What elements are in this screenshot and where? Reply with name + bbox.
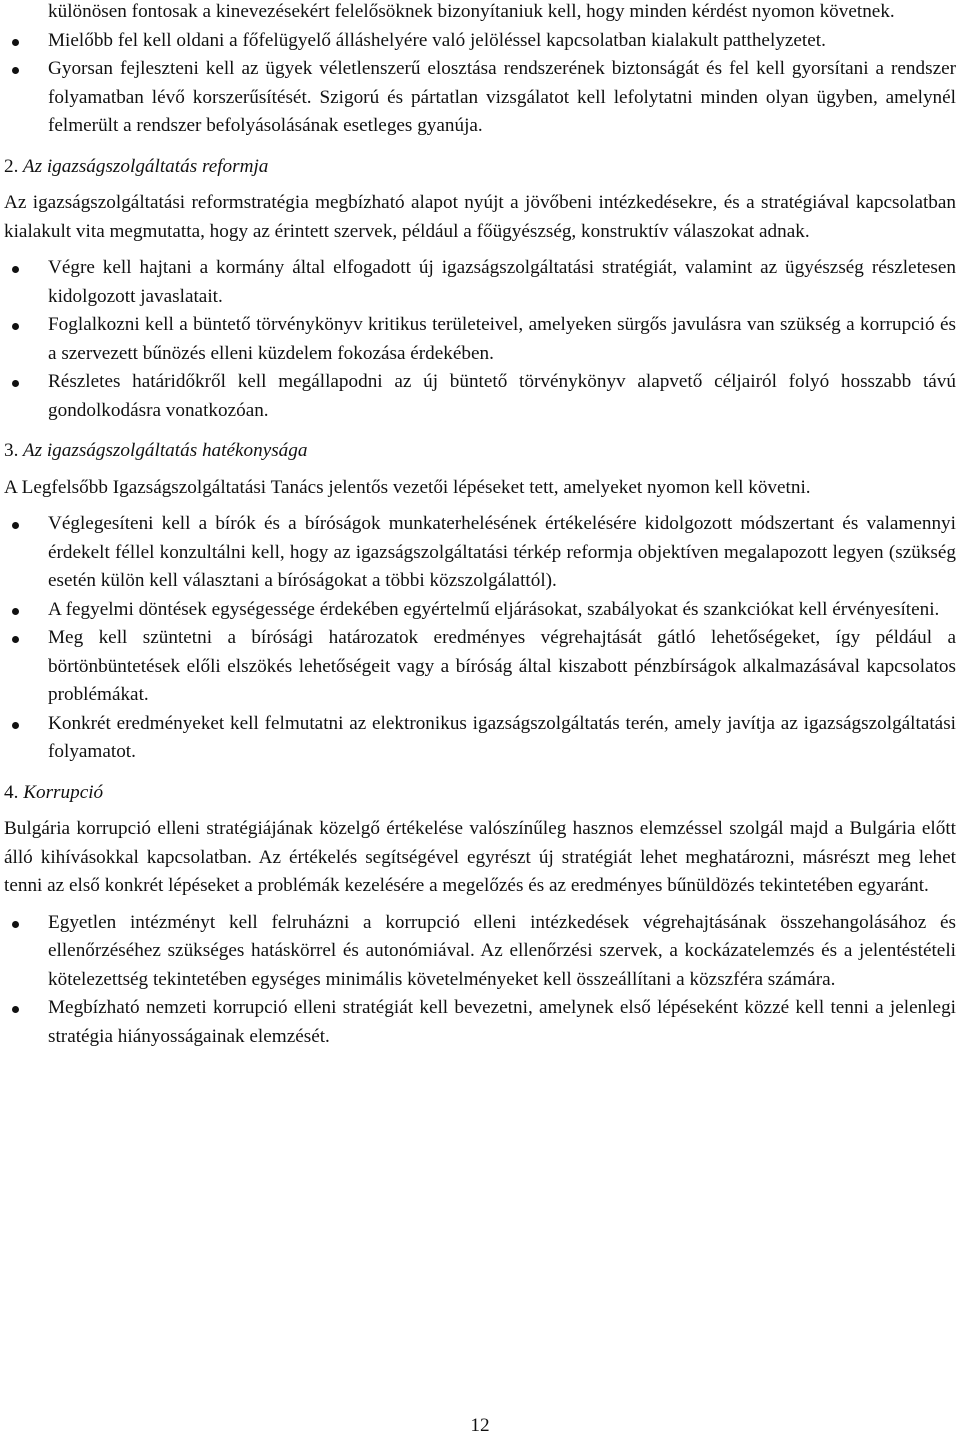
section-3-intro: A Legfelsőbb Igazságszolgáltatási Tanács jelentős vezetői lépéseket tett, amelyeket nyomon kell követni.	[4, 476, 811, 498]
list-item-text: különösen fontosak a kinevezésekért felelősöknek bizonyítaniuk kell, hogy minden kérdést nyomon követnek.	[48, 1, 895, 22]
bullet-icon	[12, 323, 19, 330]
bullet-icon	[12, 266, 19, 273]
bullet-icon	[12, 722, 19, 729]
list-item-continuation	[4, 0, 956, 27]
bullet-icon	[12, 39, 19, 46]
section-number: 2.	[4, 155, 19, 177]
section-2-bullet-list	[4, 254, 956, 425]
section-heading-4	[4, 779, 956, 808]
list-item-text: Részletes határidőkről kell megállapodni az új büntető törvénykönyv alapvető céljairól folyó hosszabb távú gondolkodásra vonatkozóan.	[48, 371, 956, 421]
page-number: 12	[470, 1415, 490, 1436]
list-item-text: A fegyelmi döntések egységessége érdekében egyértelmű eljárásokat, szabályokat és szankciókat kell érvényesíteni.	[48, 598, 940, 620]
list-item	[4, 596, 956, 625]
document-page	[4, 0, 956, 1051]
section-title: Az igazságszolgáltatás hatékonysága	[22, 440, 308, 461]
list-item	[4, 909, 956, 995]
list-item	[4, 624, 956, 710]
list-item-text: Végre kell hajtani a kormány által elfogadott új igazságszolgáltatási stratégiát, valamint az ügyészség részletesen kidolgozott javaslatait.	[48, 257, 956, 307]
list-item-text: Foglalkozni kell a büntető törvénykönyv kritikus területeivel, amelyeken sürgős javulásra van szükség a korrupció és a szervezett bűnözés elleni küzdelem fokozása érdekében.	[48, 314, 956, 364]
bullet-icon	[12, 921, 19, 928]
list-item	[4, 368, 956, 425]
list-item-text: Megbízható nemzeti korrupció elleni stratégiát kell bevezetni, amelynek első lépéseként közzé kell tenni a jelenlegi stratégia hiányosságainak elemzését.	[48, 997, 956, 1047]
list-item-text: Véglegesíteni kell a bírók és a bíróságok munkaterhelésének értékelésére kidolgozott módszertant és valamennyi érdekelt féllel konzultálni kell, hogy az igazságszolgáltatási térkép reformja objektíven megalapozott legyen (szükség esetén külön kell választani a bíróságokat a többi közszolgálattól).	[48, 513, 956, 591]
top-bullet-list	[4, 0, 956, 141]
section-number: 4.	[4, 781, 19, 803]
bullet-icon	[12, 522, 19, 529]
section-4-bullet-list	[4, 909, 956, 1052]
bullet-icon	[12, 608, 19, 615]
section-heading-2	[4, 153, 956, 182]
list-item	[4, 254, 956, 311]
list-item-text: Egyetlen intézményt kell felruházni a korrupció elleni intézkedések végrehajtásának összehangolásához és ellenőrzéséhez szükséges hatáskörrel és autonómiával. Az ellenőrzési szervek, a kockázatelemzés és a jelentéstételi kötelezettség tekintetében egységes minimális követelményeket kell összeállítani a közszféra számára.	[48, 911, 956, 990]
bullet-icon	[12, 67, 19, 74]
list-item	[4, 311, 956, 368]
section-2-intro: Az igazságszolgáltatási reformstratégia megbízható alapot nyújt a jövőbeni intézkedésekre, és a stratégiával kapcsolatban kialakult vita megmutatta, hogy az érintett szervek, például a főügyészség, konstruktív válaszokat adnak.	[4, 192, 956, 242]
section-3-bullet-list	[4, 510, 956, 767]
list-item-text: Mielőbb fel kell oldani a főfelügyelő álláshelyére való jelöléssel kapcsolatban kialakult patthelyzetet.	[48, 29, 826, 51]
bullet-icon	[12, 1006, 19, 1013]
section-number: 3.	[4, 440, 19, 461]
section-title: Korrupció	[23, 781, 104, 803]
section-4-intro: Bulgária korrupció elleni stratégiájának közelgő értékelése valószínűleg hasznos elemzéssel szolgál majd a Bulgária előtt álló kihívásokkal kapcsolatban. Az értékelés segítségével egyrészt új stratégiát lehet meghatározni, másrészt meg lehet tenni az első konkrét lépéseket a problémák kezelésére a megelőzés és az eredményes bűnüldözés tekintetében egyaránt.	[4, 818, 956, 896]
section-heading-3	[4, 437, 956, 466]
list-item	[4, 27, 956, 56]
bullet-icon	[12, 636, 19, 643]
list-item-text: Gyorsan fejleszteni kell az ügyek véletlenszerű elosztása rendszerének biztonságát és fel kell gyorsítani a rendszer folyamatban lévő korszerűsítését. Szigorú és pártatlan vizsgálatot kell lefolytatni minden olyan ügyben, amelynél felmerült a rendszer befolyásolásának esetleges gyanúja.	[48, 58, 956, 136]
list-item	[4, 994, 956, 1051]
list-item	[4, 55, 956, 141]
bullet-icon	[12, 380, 19, 387]
list-item	[4, 710, 956, 767]
list-item-text: Konkrét eredményeket kell felmutatni az elektronikus igazságszolgáltatás terén, amely javítja az igazságszolgáltatási folyamatot.	[48, 712, 956, 762]
section-title: Az igazságszolgáltatás reformja	[22, 155, 269, 177]
list-item-text: Meg kell szüntetni a bírósági határozatok eredményes végrehajtását gátló lehetőségeket, így például a börtönbüntetések előli elszökés lehetőségeit vagy a bíróság által kiszabott pénzbírságok alkalmazásával kapcsolatos problémákat.	[48, 627, 956, 705]
list-item	[4, 510, 956, 596]
